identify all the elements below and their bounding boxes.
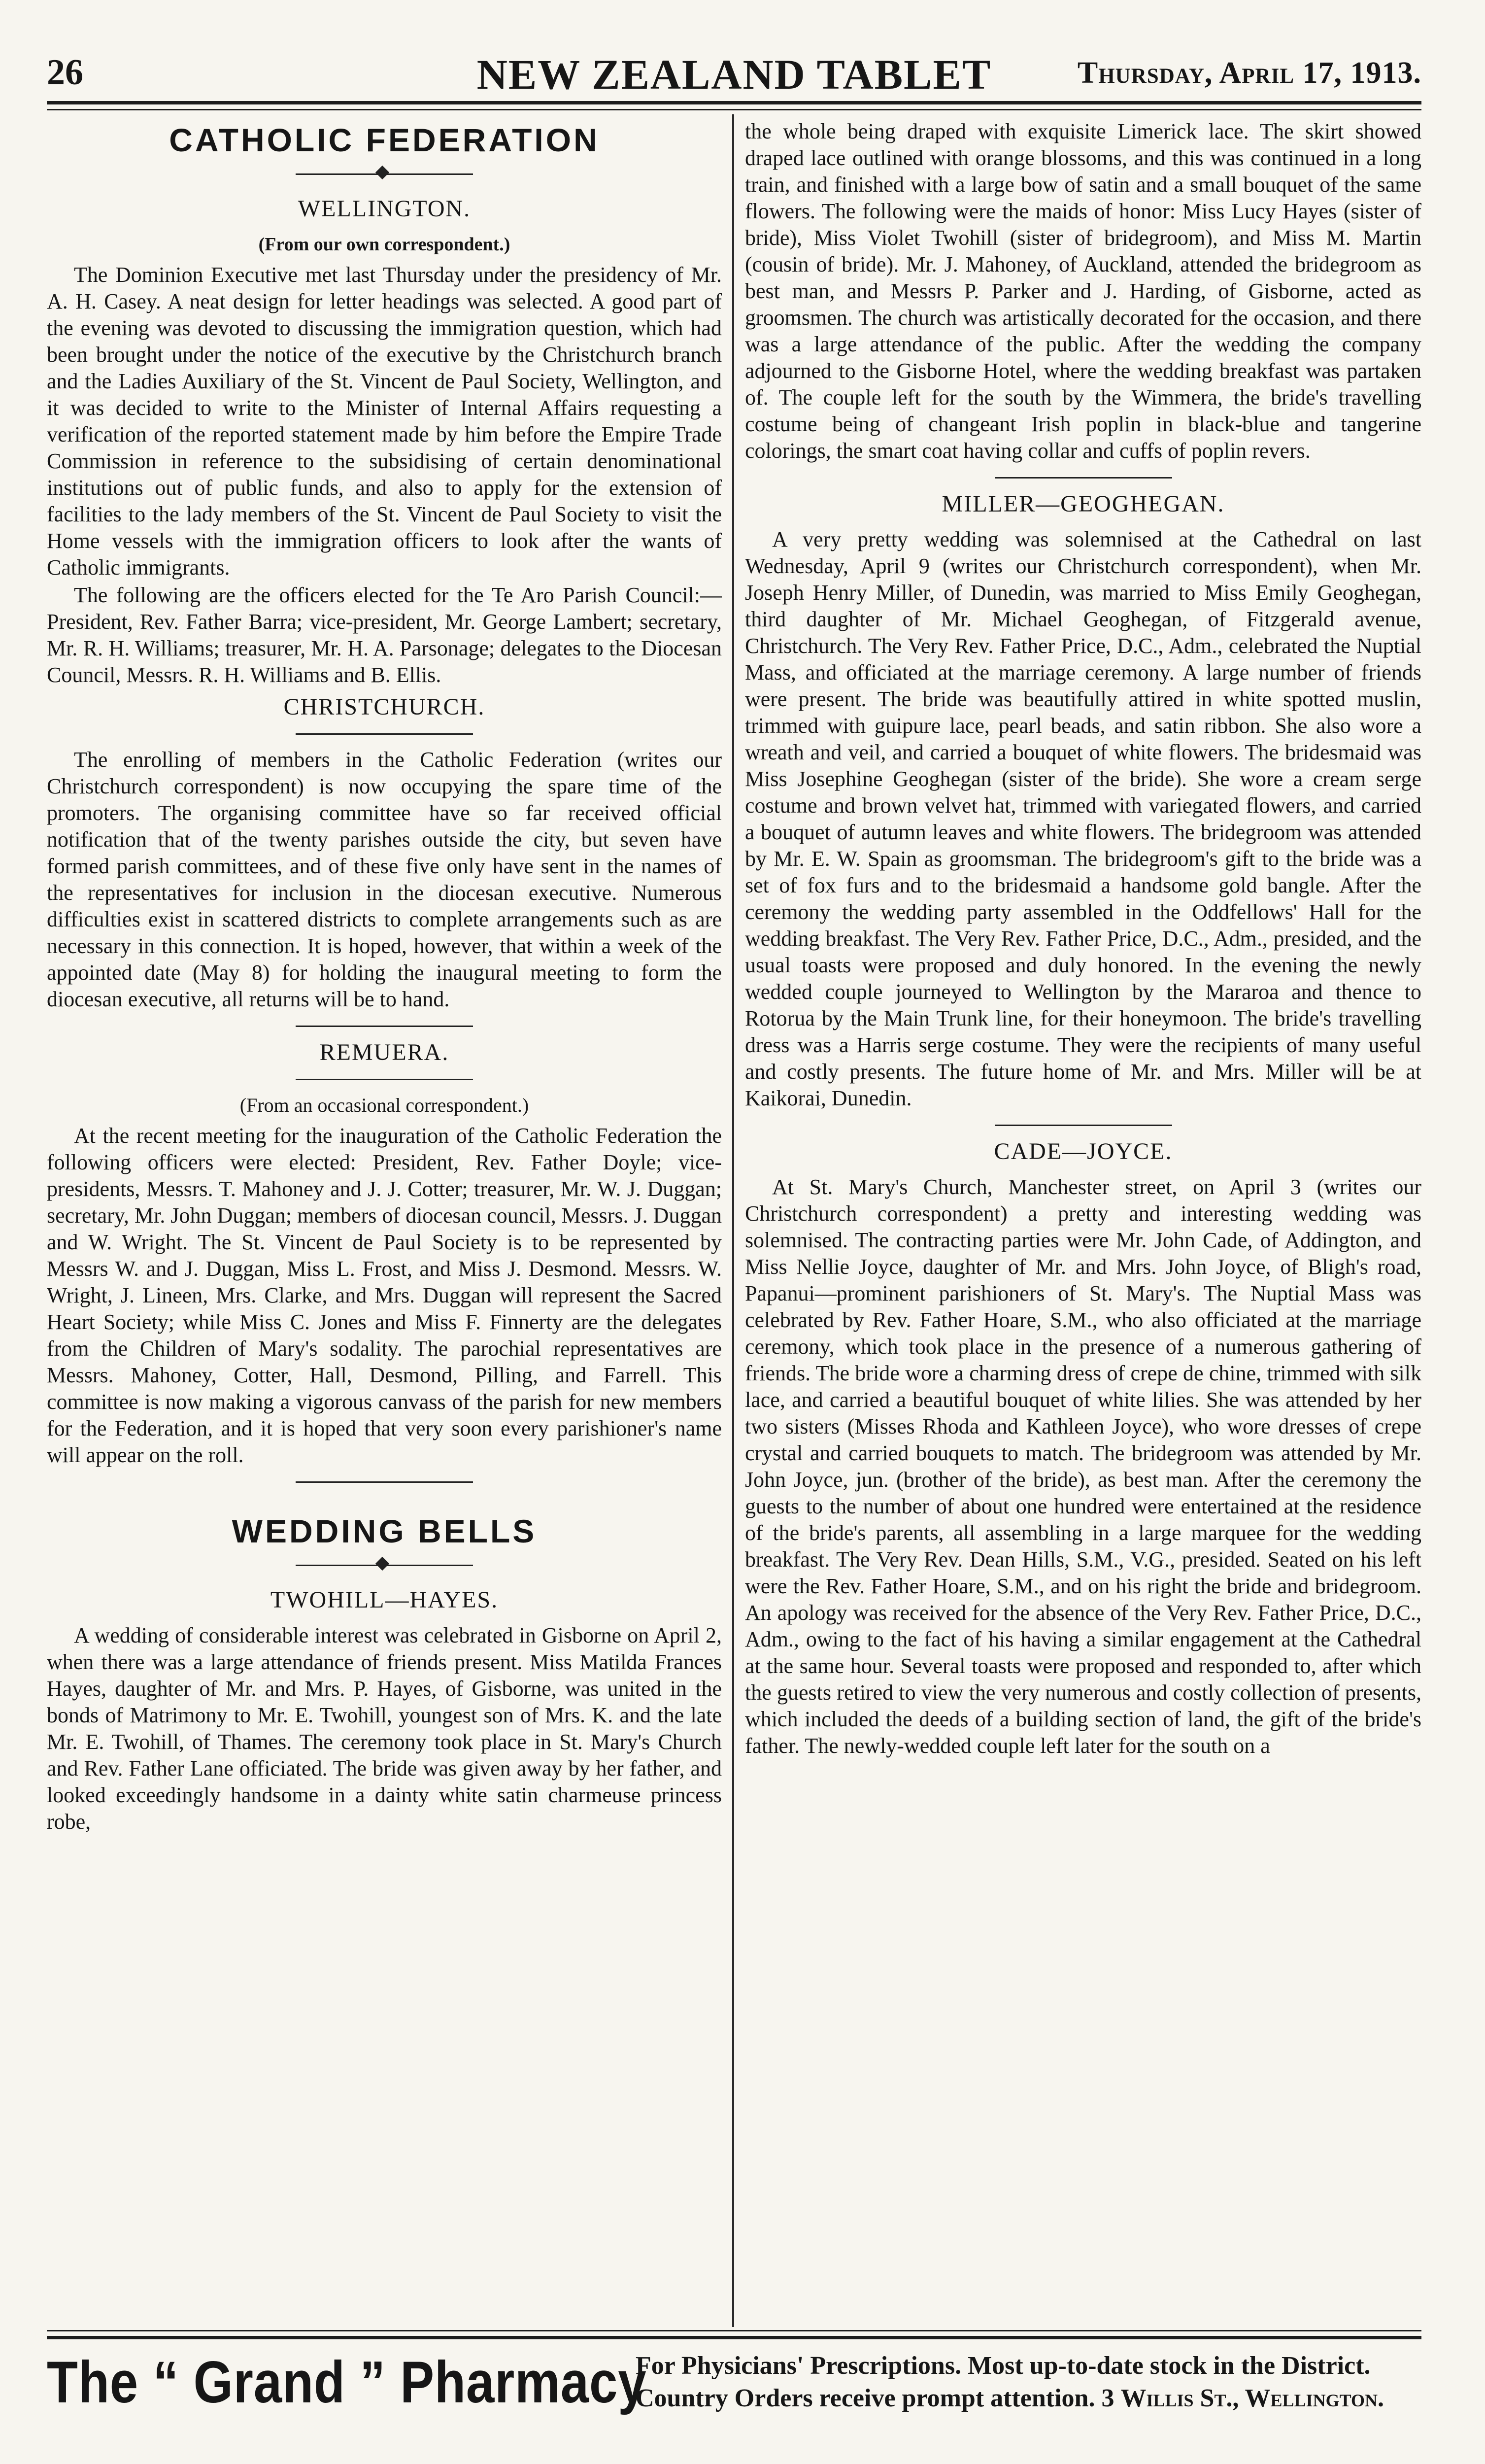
left-column [47, 118, 722, 2321]
section-heading-catholic-federation: CATHOLIC FEDERATION [169, 122, 600, 158]
subheading-miller-geoghegan: MILLER—GEOGHEGAN. [942, 491, 1225, 517]
page-number: 26 [47, 52, 83, 93]
article-paragraph: At the recent meeting for the inauguration of the Catholic Federation the following officers were elected: President, Rev. Father Doyle; vice-presidents, Messrs. T. Mahoney and J. J. Cotter; treasurer, Mr. W. J. Duggan; secretary, Mr. John Duggan; members of diocesan council, Messrs. J. Duggan and W. Wright. The St. Vincent de Paul Society is to be represented by Messrs W. and J. Duggan, Miss L. Frost, and Miss J. Desmond. Messrs. W. Wright, J. Lineen, Mrs. Clarke, and Mrs. Duggan will represent the Sacred Heart Society; while Miss C. Jones and Miss F. Finnerty are the delegates from the Children of Mary's sodality. The parochial representatives are Messrs. Mahoney, Cotter, Hall, Desmond, Pilling, and Farrell. This committee is now making a vigorous canvass of the parish for new members for the Federation, and it is hoped that very soon every parishioner's name will appear on the roll. [47, 1124, 722, 1467]
article-paragraph: A very pretty wedding was solemnised at the Cathedral on last Wednesday, April 9 (writes our Christchurch correspondent), when Mr. Joseph Henry Miller, of Dunedin, was married to Miss Emily Geoghegan, third daughter of Mr. Michael Geoghegan, of Fitzgerald avenue, Christchurch. The Very Rev. Father Price, D.C., Adm., celebrated the Nuptial Mass, and officiated at the marriage ceremony. A large number of friends were present. The bride was beautifully attired in white spotted muslin, trimmed with guipure lace, pearl beads, and satin ribbon. She also wore a wreath and veil, and carried a bouquet of white flowers. The bridesmaid was Miss Josephine Geoghegan (sister of the bride). She wore a cream serge costume and brown velvet hat, trimmed with variegated flowers, and carried a bouquet of autumn leaves and white flowers. The bridegroom was attended by Mr. E. W. Spain as groomsman. The bridegroom's gift to the bride was a set of fox furs and to the bridesmaid a handsome gold bangle. After the ceremony the wedding party assembled in the Oddfellows' Hall for the wedding breakfast. The Very Rev. Father Price, D.C., Adm., presided, and the usual toasts were proposed and duly honored. In the evening the newly wedded couple journeyed to Wellington by the Mararoa and thence to Rotorua by the Main Trunk line, for their honeymoon. The bride's travelling dress was a Harris serge costume. They were the recipients of many useful and costly presents. The future home of Mr. and Mrs. Miller will be at Kaikorai, Dunedin. [745, 527, 1421, 1110]
footer-rule-thin [47, 2330, 1421, 2331]
heading-ornament [296, 168, 473, 180]
subheading-christchurch: CHRISTCHURCH. [283, 694, 485, 720]
ad-address: Willis St., Wellington. [1120, 2384, 1384, 2412]
right-column [745, 118, 1421, 2321]
separator-rule [296, 1481, 473, 1483]
byline: (From an occasional correspondent.) [239, 1094, 529, 1116]
subheading-twohill-hayes: TWOHILL—HAYES. [270, 1587, 499, 1613]
header-rule [47, 101, 1421, 104]
byline: (From our own correspondent.) [258, 234, 510, 255]
separator-rule [296, 1026, 473, 1027]
separator-rule [296, 1079, 473, 1080]
heading-ornament [296, 1559, 473, 1572]
article-paragraph: A wedding of considerable interest was celebrated in Gisborne on April 2, when there was a large attendance of friends present. Miss Matilda Frances Hayes, daughter of Mr. and Mrs. P. Hayes, of Gisborne, was united in the bonds of Matrimony to Mr. E. Twohill, youngest son of Mrs. K. and the late Mr. E. Twohill, of Thames. The ceremony took place in St. Mary's Church and Rev. Father Lane officiated. The bride was given away by her father, and looked exceedingly handsome in a dainty white satin charmeuse princess robe, [47, 1623, 722, 1834]
article-paragraph: The following are the officers elected for the Te Aro Parish Council:—President, Rev. Father Barra; vice-president, Mr. George Lambert; secretary, Mr. R. H. Williams; treasurer, Mr. H. A. Parsonage; delegates to the Diocesan Council, Messrs. R. H. Williams and B. Ellis. [47, 583, 722, 687]
column-divider [732, 114, 734, 2327]
ad-business-name: The “ Grand ” Pharmacy [47, 2349, 647, 2415]
article-paragraph: The enrolling of members in the Catholic Federation (writes our Christchurch correspondent) is now occupying the spare time of the promoters. The organising committee have so far received official notification that of the twenty parishes outside the city, but seven have formed parish committees, and of these five only have sent in the names of the representatives for inclusion in the diocesan executive. Numerous difficulties exist in scattered districts to complete arrangements such as are necessary in this connection. It is hoped, however, that within a week of the appointed date (May 8) for holding the inaugural meeting to form the diocesan executive, all returns will be to hand. [47, 748, 722, 1011]
masthead: NEW ZEALAND TABLET [476, 51, 992, 98]
ad-line-2-text: Country Orders receive prompt attention. 3 [636, 2384, 1121, 2412]
pharmacy-advertisement [47, 2348, 1421, 2447]
section-heading-wedding-bells: WEDDING BELLS [232, 1513, 537, 1549]
separator-rule [995, 1125, 1172, 1126]
article-paragraph: At St. Mary's Church, Manchester street, on April 3 (writes our Christchurch correspondent) a pretty and interesting wedding was solemnised. The contracting parties were Mr. John Cade, of Addington, and Miss Nellie Joyce, daughter of Mr. and Mrs. John Joyce, of Bligh's road, Papanui—prominent parishioners of St. Mary's. The Nuptial Mass was celebrated by Rev. Father Hoare, S.M., who also officiated at the marriage ceremony, which took place in the presence of a numerous gathering of friends. The bride wore a charming dress of crepe de chine, trimmed with silk lace, and carried a beautiful bouquet of white lilies. She was attended by her two sisters (Misses Rhoda and Kathleen Joyce), who wore dresses of crepe crystal and carried bouquets to match. The bridegroom was attended by Mr. John Joyce, jun. (brother of the bride), as best man. After the ceremony the guests to the number of about one hundred were entertained at the residence of the bride's parents, all assembling in a large marquee for the wedding breakfast. The Very Rev. Dean Hills, S.M., V.G., presided. Seated on his left were the Rev. Father Hoare, S.M., and on his right the bride and bridegroom. An apology was received for the absence of the Very Rev. Father Price, D.C., Adm., owing to the fact of his having a similar engagement at the Cathedral at the same hour. Several toasts were proposed and responded to, after which the guests retired to view the very numerous and costly collection of presents, which included the deeds of a building section of land, the gift of the bride's father. The newly-wedded couple left later for the south on a [745, 1175, 1421, 1758]
article-paragraph-continued: the whole being draped with exquisite Limerick lace. The skirt showed draped lace outlined with orange blossoms, and this was continued in a long train, and finished with a large bow of satin and a small bouquet of the same flowers. The following were the maids of honor: Miss Lucy Hayes (sister of bride), Miss Violet Twohill (sister of bridegroom), and Miss M. Martin (cousin of bride). Mr. J. Mahoney, of Auckland, attended the bridegroom as best man, and Messrs P. Parker and J. Harding, of Gisborne, acted as groomsmen. The church was artistically decorated for the occasion, and there was a large attendance of the public. After the wedding the company adjourned to the Gisborne Hotel, where the wedding breakfast was partaken of. The couple left for the south by the Wimmera, the bride's travelling costume being of changeant Irish poplin in black-blue and tangerine colorings, the smart coat having collar and cuffs of poplin revers. [745, 119, 1421, 463]
separator-rule [995, 477, 1172, 479]
ad-line-2 [636, 2384, 1384, 2413]
subheading-cade-joyce: CADE—JOYCE. [994, 1138, 1173, 1164]
ad-line-1: For Physicians' Prescriptions. Most up-to-date stock in the District. [636, 2352, 1371, 2380]
subheading-remuera: REMUERA. [319, 1039, 449, 1065]
separator-rule [296, 733, 473, 735]
article-paragraph: The Dominion Executive met last Thursday under the presidency of Mr. A. H. Casey. A neat design for letter headings was selected. A good part of the evening was devoted to discussing the immigration question, which had been brought under the notice of the executive by the Christchurch branch and the Ladies Auxiliary of the St. Vincent de Paul Society, Wellington, and it was decided to write to the Minister of Internal Affairs requesting a verification of the reported statement made by him before the Empire Trade Commission in reference to the subsidising of certain denominational institutions out of public funds, and also to apply for the extension of facilities to the lady members of the St. Vincent de Paul Society to visit the Home vessels with the immigration officers to look after the wants of Catholic immigrants. [47, 263, 722, 580]
subheading-wellington: WELLINGTON. [298, 196, 471, 222]
footer-rule [47, 2336, 1421, 2339]
issue-date: Thursday, April 17, 1913. [1077, 56, 1421, 90]
header-rule-thin [47, 109, 1421, 110]
page-header [47, 47, 1421, 101]
